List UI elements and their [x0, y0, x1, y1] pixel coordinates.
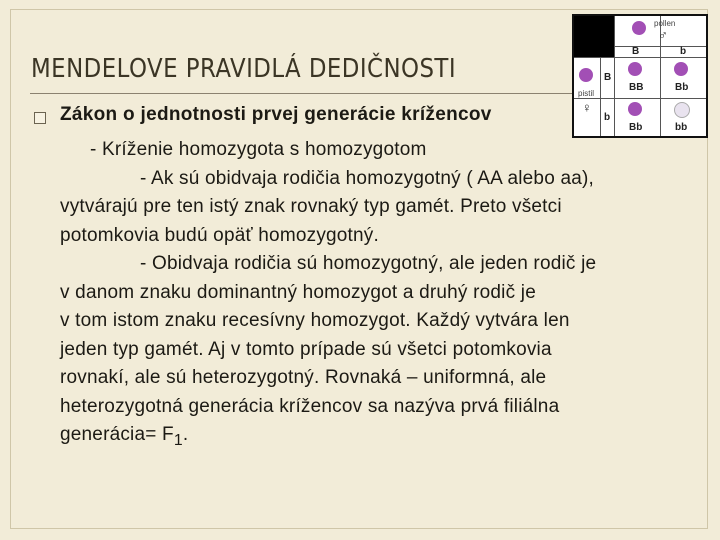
punnett-cell: Bb: [675, 82, 689, 93]
pistil-flower-icon: [579, 68, 593, 82]
grid-line: [574, 98, 706, 99]
text-line: v danom znaku dominantný homozygot a druhý rodič je: [60, 281, 536, 303]
last-line-text: generácia= F: [60, 424, 174, 445]
text-line: - Kríženie homozygota s homozygotom: [90, 139, 427, 160]
text-line: potomkovia budú opäť homozygotný.: [60, 224, 379, 246]
text-line: heterozygotná generácia krížencov sa nazýva prvá filiálna: [60, 395, 560, 417]
body-text: [60, 136, 710, 455]
title-underline: [30, 93, 578, 94]
grid-line: [574, 57, 706, 58]
text-line: - Obidvaja rodičia sú homozygotný, ale jeden rodič je: [140, 253, 597, 274]
bullet-heading: Zákon o jednotnosti prvej generácie krížencov: [60, 104, 492, 125]
text-line: v tom istom znaku recesívny homozygot. Každý vytvára len: [60, 310, 570, 331]
punnett-corner: [574, 16, 614, 58]
female-symbol-icon: ♀: [582, 100, 592, 115]
text-line-last: [60, 421, 710, 455]
grid-line: [600, 58, 601, 136]
text-line: jeden typ gamét. Aj v tomto prípade sú všetci potomkovia: [60, 338, 552, 360]
text-line: - Ak sú obidvaja rodičia homozygotný ( AA alebo aa),: [140, 167, 594, 189]
bullet-square-icon: [34, 112, 46, 124]
last-line-period: .: [182, 424, 189, 445]
col-header: b: [680, 46, 687, 57]
flower-icon: [628, 102, 642, 116]
text-line: vytvárajú pre ten istý znak rovnaký typ gamét. Preto všetci: [60, 196, 562, 217]
col-header: B: [632, 46, 640, 57]
punnett-square-image: [572, 14, 708, 138]
punnett-cell: Bb: [629, 122, 643, 133]
pistil-label: pistil: [578, 89, 595, 98]
row-header: b: [604, 112, 611, 123]
flower-icon: [628, 62, 642, 76]
flower-icon: [674, 62, 688, 76]
row-header: B: [604, 72, 612, 83]
slide-title: MENDELOVE PRAVIDLÁ DEDIČNOSTI: [31, 54, 457, 84]
pollen-flower-icon: [632, 21, 646, 35]
flower-icon: [674, 102, 690, 118]
punnett-cell: BB: [629, 82, 644, 93]
punnett-cell: bb: [675, 122, 688, 133]
subscript-one: 1: [173, 431, 183, 449]
male-symbol-icon: ♂: [658, 27, 668, 42]
pollen-label: pollen: [654, 19, 676, 28]
grid-line: [614, 16, 615, 136]
text-line: rovnakí, ale sú heterozygotný. Rovnaká – uniformná, ale: [60, 367, 547, 388]
